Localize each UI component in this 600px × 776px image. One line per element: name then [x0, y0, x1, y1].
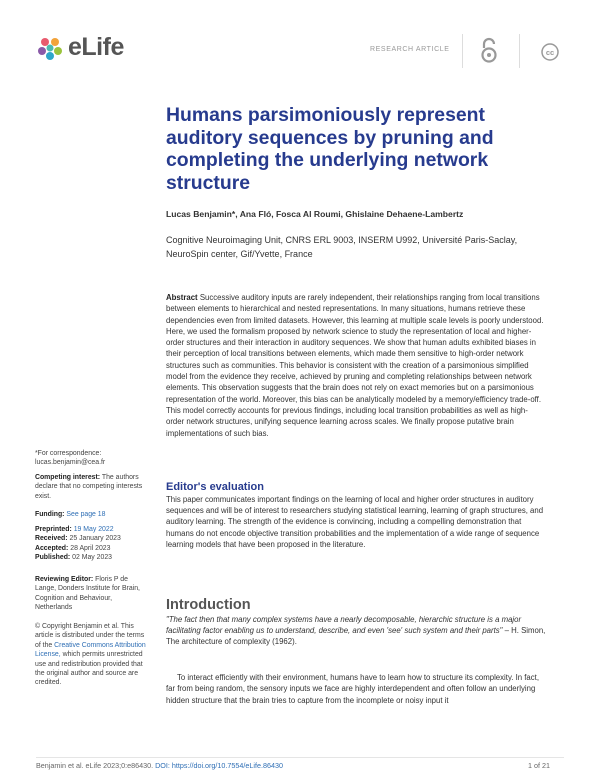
introduction-quote	[166, 614, 550, 648]
evaluation-heading: Editor's evaluation	[166, 481, 264, 493]
footer-citation	[36, 761, 283, 770]
evaluation-body: This paper communicates important findings on the learning of local and higher order structures in auditory sequences and will be of interest to researchers studying statistical learning, learning of graph structures, and auditory learning. The strength of the evidence is convincing, including a compelling demonstration that humans do not encode objective transition probabilities and the implementation of a wide range of sequence learning models that have been proposed in the literature.	[166, 495, 544, 549]
copyright-block	[35, 622, 147, 688]
open-access-icon[interactable]	[479, 36, 499, 69]
license-link[interactable]: Creative Commons Attribution License,	[35, 641, 146, 659]
doi-label: DOI:	[155, 761, 170, 770]
section-label: RESEARCH ARTICLE	[370, 46, 450, 53]
creative-commons-icon[interactable]	[541, 43, 559, 66]
competing-interest	[35, 473, 147, 501]
preprinted-label: Preprinted:	[35, 526, 72, 533]
competing-text: The authors declare that no competing interests exist.	[35, 474, 143, 500]
doi-link[interactable]: https://doi.org/10.7554/eLife.86430	[171, 761, 283, 770]
header-divider	[462, 34, 463, 68]
page-number: 1 of 21	[528, 761, 550, 770]
abstract-label: Abstract	[166, 293, 198, 302]
funding	[35, 510, 147, 519]
funding-link[interactable]: See page 18	[66, 511, 106, 518]
received-date: 25 January 2023	[69, 535, 121, 543]
abstract-text: Successive auditory inputs are rarely independent, their relationships ranging from local transitions between elements to hierarchical and nested representations. In many situations, humans retrieve these dependencies even from limited datasets. However, this learning at multiple scale levels is poorly understood. Here, we used the formalism proposed by network science to study the representation of local and higher-order structures and their interaction in auditory sequences. We show that human adults exhibited biases in their perception of local transitions between elements, which made them sensitive to high-order network structures such as communities. This behavior is consistent with the creation of a parsimonious simplified model from the evidence they receive, achieved by pruning and completing relationships between network elements. This observation suggests that the brain does not rely on exact memories but on a parsimonious representation of the world. Moreover, this bias can be analytically modeled by a memory/efficiency trade-off. This model correctly accounts for previous findings, including local transition probabilities as well as high-order network structures, unifying sequence learning across scales. We finally propose putative brain implementations of such bias.	[166, 293, 544, 438]
preprinted-date[interactable]: 19 May 2022	[73, 526, 114, 533]
introduction-paragraph: To interact efficiently with their environment, humans have to learn how to structure its complexity. In fact, far from being random, the sensory inputs we face are highly interdependent and often follow an underlying hidden structure that the brain tries to capture from the incomplete or noisy input it	[166, 673, 539, 705]
svg-text:cc: cc	[545, 48, 555, 57]
quote-text: "The fact then that many complex systems have a nearly decomposable, hierarchic structure is a major facilitating factor enabling us to understand, describe, and even 'see' such system and their parts"	[166, 615, 522, 636]
citation-text: Benjamin et al. eLife 2023;0:e86430.	[36, 761, 154, 770]
funding-label: Funding:	[35, 511, 65, 518]
received-label: Received:	[35, 535, 68, 543]
article-title: Humans parsimoniously represent auditory sequences by pruning and completing the underlying network structure	[166, 104, 494, 194]
quote-attribution: – H. Simon, The architecture of complexity (1962).	[166, 626, 546, 647]
accepted-row	[35, 544, 147, 553]
header-divider	[519, 34, 520, 68]
logo-text: eLife	[68, 33, 124, 61]
reviewing-editor	[35, 575, 147, 613]
competing-label: Competing interest:	[35, 474, 101, 481]
editor-text: Floris P de Lange, Donders Institute for Brain, Cognition and Behaviour, Netherlands	[35, 576, 140, 612]
correspondence-block	[35, 449, 147, 468]
affiliation: Cognitive Neuroimaging Unit, CNRS ERL 9003, INSERM U992, Université Paris-Saclay, NeuroSpin center, Gif/Yvette, France	[166, 235, 518, 259]
published-row	[35, 553, 147, 562]
accepted-label: Accepted:	[35, 544, 69, 552]
correspondence-email[interactable]: lucas.benjamin@cea.fr	[35, 459, 106, 467]
footer-divider	[36, 757, 564, 758]
copyright-suffix: which permits unrestricted use and redistribution provided that the original author and source are credited.	[35, 651, 143, 687]
preprinted-row	[35, 525, 147, 534]
published-label: Published:	[35, 554, 71, 562]
elife-logo-icon	[36, 34, 64, 62]
dates-block	[35, 525, 147, 563]
copyright-prefix: © Copyright Benjamin et al. This article is distributed under the terms of the	[35, 623, 145, 649]
introduction-heading: Introduction	[166, 597, 251, 613]
editor-label: Reviewing Editor:	[35, 576, 94, 583]
elife-logo[interactable]	[36, 33, 124, 62]
received-row	[35, 534, 147, 543]
accepted-date: 28 April 2023	[70, 544, 111, 552]
correspondence-label: *For correspondence:	[35, 450, 102, 457]
author-list: Lucas Benjamin*, Ana Fló, Fosca Al Roumi, Ghislaine Dehaene-Lambertz	[166, 209, 464, 219]
published-date: 02 May 2023	[72, 554, 112, 562]
abstract	[166, 292, 546, 439]
